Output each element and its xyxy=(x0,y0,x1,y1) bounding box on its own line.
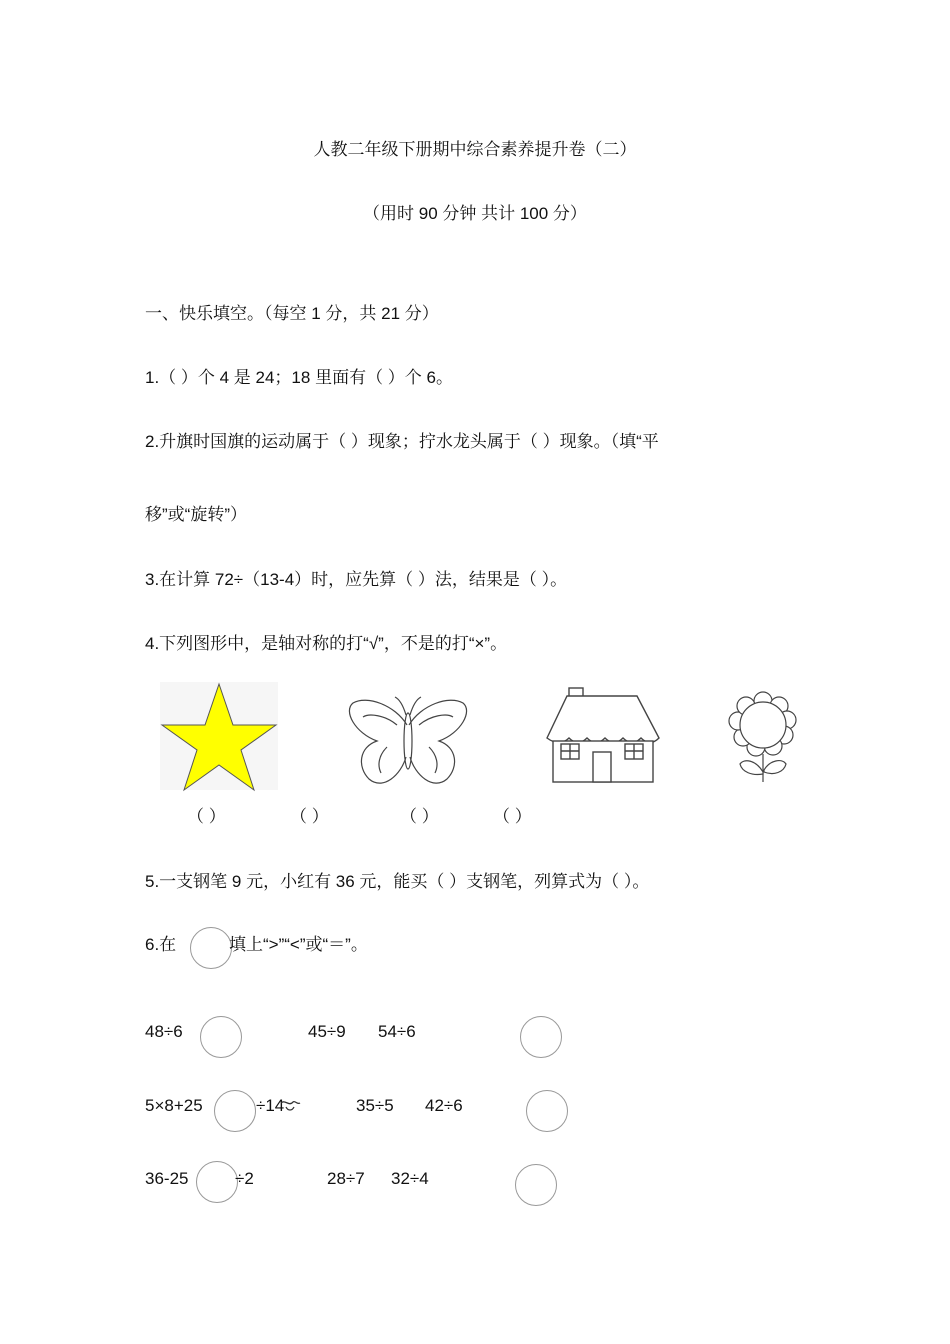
page-title: 人教二年级下册期中综合素养提升卷（二） xyxy=(313,140,637,159)
compare-left-expr-2: ÷14 xyxy=(256,1096,285,1115)
question-1: 1.（ ）个 4 是 24；18 里面有（ ）个 6。 xyxy=(145,368,453,387)
question-3: 3.在计算 72÷（13-4）时，应先算（ ）法，结果是（ ）。 xyxy=(145,570,568,589)
section-heading: 一、快乐填空。（每空 1 分，共 21 分） xyxy=(145,304,439,323)
butterfly-icon xyxy=(347,695,469,790)
compare-mid-expr: 35÷5 xyxy=(356,1096,394,1115)
answer-blank-house[interactable]: （ ） xyxy=(400,807,439,826)
question-6-suffix: 填上“>”“<”或“＝”。 xyxy=(229,935,368,954)
compare-mid-expr: 45÷9 xyxy=(308,1022,346,1041)
answer-blank-star[interactable]: （ ） xyxy=(187,807,226,826)
compare-circle[interactable] xyxy=(520,1016,562,1058)
compare-left-expr: 36-25 xyxy=(145,1169,189,1188)
compare-circle[interactable] xyxy=(196,1161,238,1203)
star-icon xyxy=(160,682,278,790)
answer-blank-flower[interactable]: （ ） xyxy=(493,807,532,826)
compare-circle[interactable] xyxy=(526,1090,568,1132)
compare-right-expr: 42÷6 xyxy=(425,1096,463,1115)
compare-circle[interactable] xyxy=(515,1164,557,1206)
page-subtitle: （用时 90 分钟 共计 100 分） xyxy=(363,204,587,223)
scribble-icon xyxy=(280,1097,302,1113)
compare-left-expr: 48÷6 xyxy=(145,1022,183,1041)
compare-right-expr: 32÷4 xyxy=(391,1169,429,1188)
answer-blank-butterfly[interactable]: （ ） xyxy=(290,807,329,826)
house-icon xyxy=(543,686,661,784)
question-2-line-1: 2.升旗时国旗的运动属于（ ）现象；拧水龙头属于（ ）现象。（填“平 xyxy=(145,432,659,451)
question-6-prefix: 6.在 xyxy=(145,935,177,954)
compare-left-expr: 5×8+25 xyxy=(145,1096,203,1115)
compare-circle[interactable] xyxy=(214,1090,256,1132)
compare-right-expr: 54÷6 xyxy=(378,1022,416,1041)
question-4: 4.下列图形中，是轴对称的打“√”，不是的打“×”。 xyxy=(145,634,508,653)
compare-circle[interactable] xyxy=(200,1016,242,1058)
compare-left-expr-2: ÷2 xyxy=(235,1169,254,1188)
question-2-line-2: 移”或“旋转”） xyxy=(145,505,247,524)
question-5: 5.一支钢笔 9 元，小红有 36 元，能买（ ）支钢笔，列算式为（ ）。 xyxy=(145,872,650,891)
compare-mid-expr: 28÷7 xyxy=(327,1169,365,1188)
compare-circle-example xyxy=(190,927,232,969)
flower-icon xyxy=(728,688,798,784)
